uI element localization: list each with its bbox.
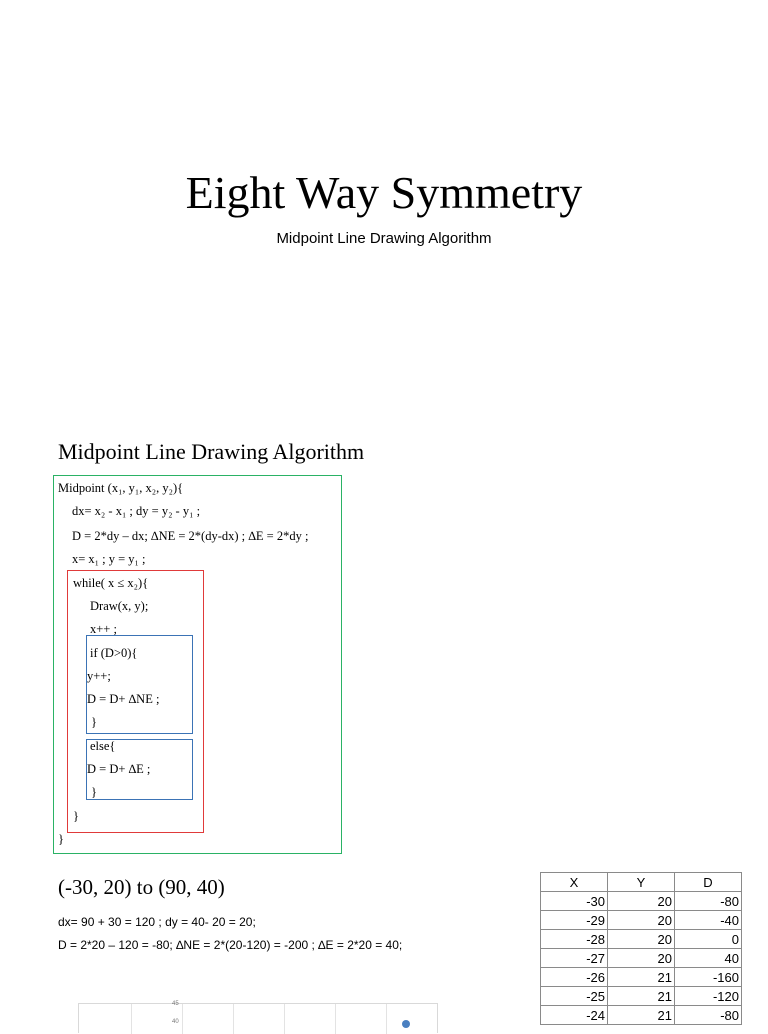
code-line-function-close: }: [58, 832, 64, 846]
cell-y: 21: [608, 1006, 675, 1025]
table-header-d: D: [675, 873, 742, 892]
code-line-x-increment: x++ ;: [90, 622, 117, 636]
example-calc-dx-dy: dx= 90 + 30 = 120 ; dy = 40- 20 = 20;: [58, 915, 256, 929]
table-row: [541, 987, 742, 1006]
grid-line: [182, 1004, 183, 1034]
code-line-draw: Draw(x, y);: [90, 599, 149, 613]
code-line-d-plus-ne: D = D+ ∆NE ;: [87, 692, 160, 706]
code-line-decision-init: D = 2*dy – dx; ∆NE = 2*(dy-dx) ; ∆E = 2*dy ;: [72, 529, 309, 543]
code-line-if-close: }: [91, 715, 97, 729]
cell-x: -26: [541, 968, 608, 987]
table-header-x: X: [541, 873, 608, 892]
example-calc-decision: D = 2*20 – 120 = -80; ∆NE = 2*(20-120) = -200 ; ∆E = 2*20 = 40;: [58, 938, 403, 952]
cell-x: -29: [541, 911, 608, 930]
cell-y: 20: [608, 930, 675, 949]
cell-x: -25: [541, 987, 608, 1006]
code-line-xy-init: x= x₁ ; y = y₁ ;: [72, 552, 146, 566]
cell-x: -24: [541, 1006, 608, 1025]
table-row: [541, 892, 742, 911]
table-row: [541, 968, 742, 987]
code-line-d-plus-e: D = D+ ∆E ;: [87, 762, 151, 776]
table-row: [541, 911, 742, 930]
code-line-if: if (D>0){: [90, 646, 138, 660]
table-row: [541, 930, 742, 949]
code-line-y-increment: y++;: [87, 669, 111, 683]
grid-line: [131, 1004, 132, 1034]
code-line-else-close: }: [91, 785, 97, 799]
plot-point: [402, 1020, 410, 1028]
cell-x: -27: [541, 949, 608, 968]
slide-title: Eight Way Symmetry: [185, 167, 583, 218]
code-line-while-close: }: [73, 809, 79, 823]
grid-line: [284, 1004, 285, 1034]
grid-line: [386, 1004, 387, 1034]
cell-d: -160: [675, 968, 742, 987]
cell-d: 40: [675, 949, 742, 968]
cell-y: 20: [608, 892, 675, 911]
plot-area: [78, 1003, 438, 1033]
code-line-function-signature: Midpoint (x₁, y₁, x₂, y₂){: [58, 481, 184, 495]
xyd-table: [540, 872, 742, 1025]
algorithm-heading: Midpoint Line Drawing Algorithm: [58, 439, 365, 464]
table-header-row: [541, 873, 742, 892]
code-line-else: else{: [90, 739, 116, 753]
cell-d: -40: [675, 911, 742, 930]
table-row: [541, 949, 742, 968]
table-header-y: Y: [608, 873, 675, 892]
example-heading: (-30, 20) to (90, 40): [58, 875, 225, 899]
cell-d: -80: [675, 1006, 742, 1025]
grid-line: [233, 1004, 234, 1034]
cell-d: -120: [675, 987, 742, 1006]
grid-line: [335, 1004, 336, 1034]
cell-x: -30: [541, 892, 608, 911]
cell-x: -28: [541, 930, 608, 949]
y-tick-label: 40: [172, 1019, 179, 1025]
cell-y: 20: [608, 949, 675, 968]
cell-d: 0: [675, 930, 742, 949]
code-line-while: while( x ≤ x₂){: [73, 576, 149, 590]
cell-y: 21: [608, 968, 675, 987]
cell-y: 20: [608, 911, 675, 930]
cell-d: -80: [675, 892, 742, 911]
y-tick-label: 45: [172, 1001, 179, 1007]
table-row: [541, 1006, 742, 1025]
cell-y: 21: [608, 987, 675, 1006]
slide-subtitle: Midpoint Line Drawing Algorithm: [276, 230, 492, 247]
code-line-dx-dy: dx= x₂ - x₁ ; dy = y₂ - y₁ ;: [72, 504, 201, 518]
